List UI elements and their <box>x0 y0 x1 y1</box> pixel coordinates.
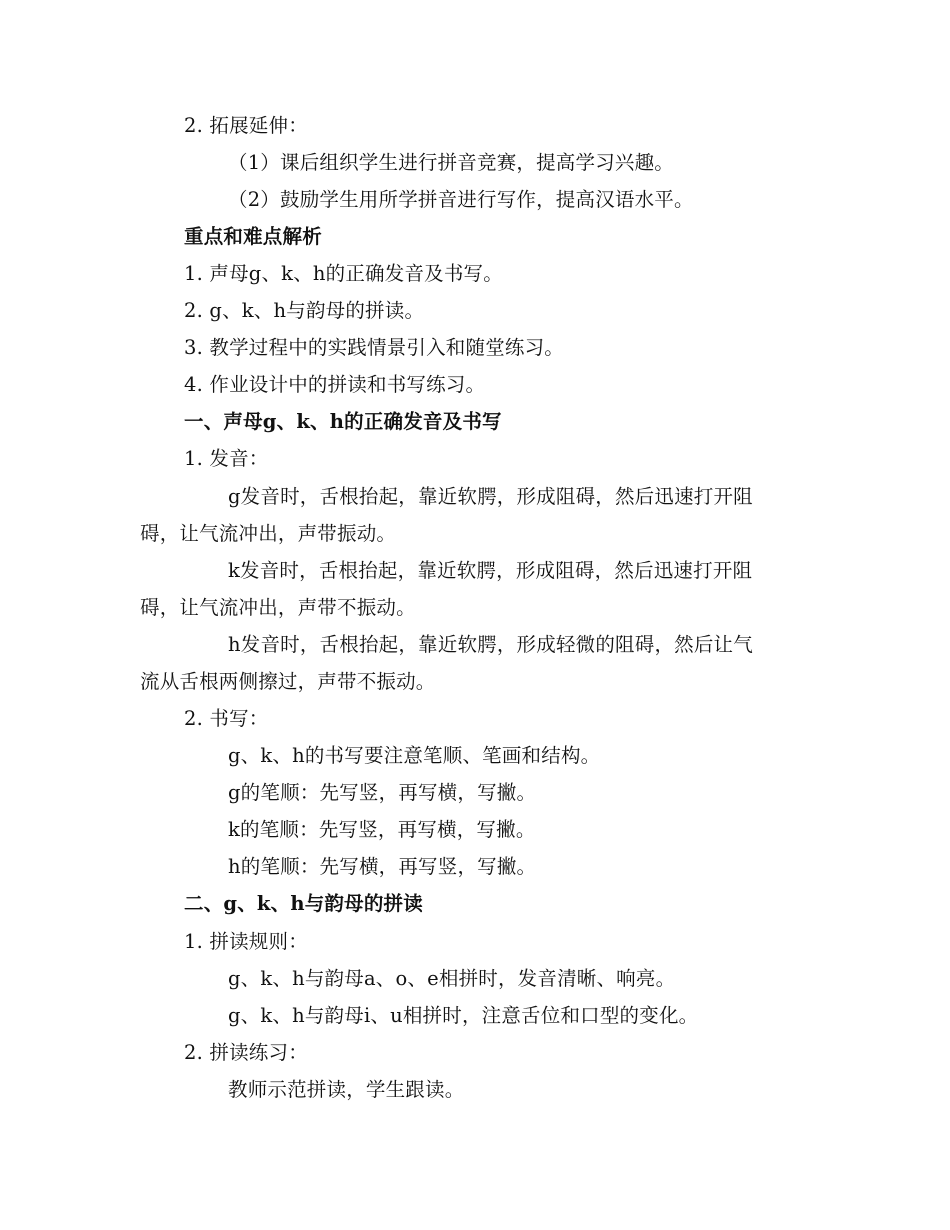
list-item-pronunciation: 1. 发音： <box>184 447 269 470</box>
paragraph-k-stroke: k的笔顺：先写竖，再写横，写撇。 <box>228 818 536 841</box>
paragraph-k-line-1: k发音时，舌根抬起，靠近软腭，形成阻碍，然后迅速打开阻 <box>228 559 753 582</box>
list-item-key-4: 4. 作业设计中的拼读和书写练习。 <box>184 373 486 396</box>
list-item-extension: 2. 拓展延伸： <box>184 114 308 137</box>
paragraph-h-stroke: h的笔顺：先写横，再写竖，写撇。 <box>228 855 537 878</box>
paragraph-g-line-2: 碍，让气流冲出，声带振动。 <box>140 522 397 545</box>
list-item-rules: 1. 拼读规则： <box>184 930 308 953</box>
paragraph-g-line-1: g发音时，舌根抬起，靠近软腭，形成阻碍，然后迅速打开阻 <box>228 485 753 508</box>
list-item-key-1: 1. 声母g、k、h的正确发音及书写。 <box>184 262 503 285</box>
list-item-writing: 2. 书写： <box>184 707 269 730</box>
paragraph-g-stroke: g的笔顺：先写竖，再写横，写撇。 <box>228 781 537 804</box>
section-heading-key-points: 重点和难点解析 <box>184 225 322 248</box>
paragraph-rule-aoe: g、k、h与韵母a、o、e相拼时，发音清晰、响亮。 <box>228 967 676 990</box>
section-heading-two: 二、g、k、h与韵母的拼读 <box>184 892 423 915</box>
paragraph-h-line-2: 流从舌根两侧擦过，声带不振动。 <box>140 670 436 693</box>
list-item-practice: 2. 拼读练习： <box>184 1041 308 1064</box>
list-item-key-2: 2. g、k、h与韵母的拼读。 <box>184 299 425 322</box>
paragraph-writing-intro: g、k、h的书写要注意笔顺、笔画和结构。 <box>228 744 601 767</box>
paragraph-h-line-1: h发音时，舌根抬起，靠近软腭，形成轻微的阻碍，然后让气 <box>228 633 753 656</box>
paragraph-k-line-2: 碍，让气流冲出，声带不振动。 <box>140 596 416 619</box>
list-item-sub-2: （2）鼓励学生用所学拼音进行写作，提高汉语水平。 <box>228 188 694 211</box>
paragraph-practice: 教师示范拼读，学生跟读。 <box>228 1078 465 1101</box>
section-heading-one: 一、声母g、k、h的正确发音及书写 <box>184 410 502 433</box>
list-item-sub-1: （1）课后组织学生进行拼音竞赛，提高学习兴趣。 <box>228 151 675 174</box>
paragraph-rule-iu: g、k、h与韵母i、u相拼时，注意舌位和口型的变化。 <box>228 1004 699 1027</box>
list-item-key-3: 3. 教学过程中的实践情景引入和随堂练习。 <box>184 336 565 359</box>
